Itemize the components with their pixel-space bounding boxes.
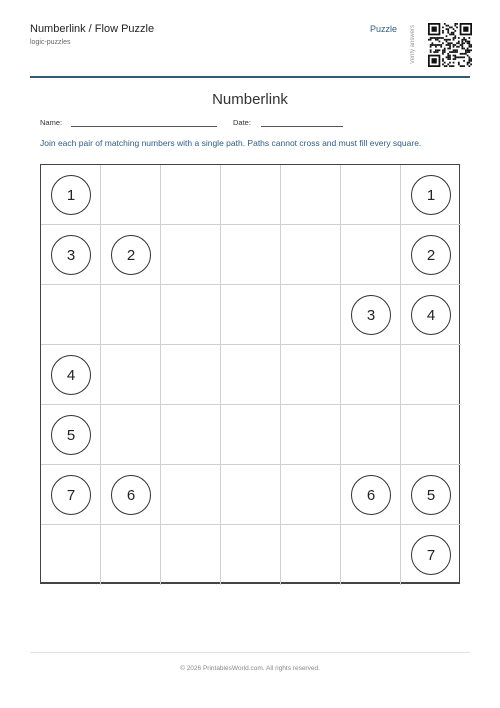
qr-code-icon (428, 17, 472, 73)
number-clue: 4 (51, 355, 91, 395)
grid-cell[interactable] (401, 225, 461, 285)
grid-cell[interactable] (341, 525, 401, 585)
grid-cell[interactable] (341, 405, 401, 465)
grid-cell[interactable] (341, 345, 401, 405)
grid-cell[interactable] (221, 525, 281, 585)
grid-cell[interactable] (41, 525, 101, 585)
footer-divider (30, 652, 470, 653)
grid-cell[interactable] (401, 525, 461, 585)
grid-cell[interactable] (161, 285, 221, 345)
number-clue: 7 (51, 475, 91, 515)
header-divider (30, 76, 470, 78)
grid-cell[interactable] (401, 465, 461, 525)
grid-cell[interactable] (101, 465, 161, 525)
grid-cell[interactable] (41, 345, 101, 405)
grid-cell[interactable] (101, 525, 161, 585)
grid-cell[interactable] (101, 285, 161, 345)
puzzle-grid (40, 164, 460, 584)
grid-cell[interactable] (41, 285, 101, 345)
header-title: Numberlink / Flow Puzzle (30, 23, 155, 35)
grid-cell[interactable] (341, 225, 401, 285)
grid-cell[interactable] (281, 285, 341, 345)
grid-cell[interactable] (281, 225, 341, 285)
grid-cell[interactable] (341, 285, 401, 345)
grid-cell[interactable] (101, 405, 161, 465)
grid-cell[interactable] (401, 165, 461, 225)
number-clue: 1 (51, 175, 91, 215)
number-clue: 5 (51, 415, 91, 455)
page-header (30, 0, 470, 78)
grid-cell[interactable] (161, 465, 221, 525)
number-clue: 3 (351, 295, 391, 335)
name-label: Name: (40, 118, 63, 127)
number-clue: 3 (51, 235, 91, 275)
grid-cell[interactable] (41, 225, 101, 285)
document-title: Numberlink (212, 91, 288, 108)
grid-cell[interactable] (341, 165, 401, 225)
grid-cell[interactable] (41, 405, 101, 465)
grid-cell[interactable] (221, 465, 281, 525)
grid-cell[interactable] (221, 165, 281, 225)
date-label: Date: (233, 118, 251, 127)
grid-cell[interactable] (161, 345, 221, 405)
grid-cell[interactable] (281, 405, 341, 465)
verify-answers-label: Verify answers (410, 24, 416, 64)
name-line[interactable] (71, 126, 217, 127)
grid-cell[interactable] (221, 225, 281, 285)
grid-cell[interactable] (281, 525, 341, 585)
grid-cell[interactable] (401, 285, 461, 345)
grid-cell[interactable] (341, 465, 401, 525)
number-clue: 4 (411, 295, 451, 335)
number-clue: 7 (411, 535, 451, 575)
instructions: Join each pair of matching numbers with a single path. Paths cannot cross and must fill every square. (40, 138, 422, 148)
number-clue: 2 (111, 235, 151, 275)
date-line[interactable] (261, 126, 343, 127)
grid-cell[interactable] (101, 165, 161, 225)
grid-cell[interactable] (161, 165, 221, 225)
grid-cell[interactable] (101, 345, 161, 405)
number-clue: 5 (411, 475, 451, 515)
number-clue: 2 (411, 235, 451, 275)
grid-cell[interactable] (41, 165, 101, 225)
grid-cell[interactable] (101, 225, 161, 285)
number-clue: 6 (351, 475, 391, 515)
grid-cell[interactable] (161, 405, 221, 465)
grid-cell[interactable] (401, 345, 461, 405)
grid-cell[interactable] (161, 225, 221, 285)
grid-cell[interactable] (401, 405, 461, 465)
grid-cell[interactable] (41, 465, 101, 525)
number-clue: 1 (411, 175, 451, 215)
number-clue: 6 (111, 475, 151, 515)
grid-cell[interactable] (281, 165, 341, 225)
grid-cell[interactable] (281, 345, 341, 405)
grid-cell[interactable] (221, 285, 281, 345)
puzzle-tag: Puzzle (370, 24, 398, 34)
grid-cell[interactable] (161, 525, 221, 585)
grid-cell[interactable] (221, 345, 281, 405)
header-subtitle: logic-puzzles (30, 39, 71, 46)
grid-cell[interactable] (221, 405, 281, 465)
footer-copyright: © 2026 PrintablesWorld.com. All rights reserved. (180, 665, 320, 672)
grid-cell[interactable] (281, 465, 341, 525)
